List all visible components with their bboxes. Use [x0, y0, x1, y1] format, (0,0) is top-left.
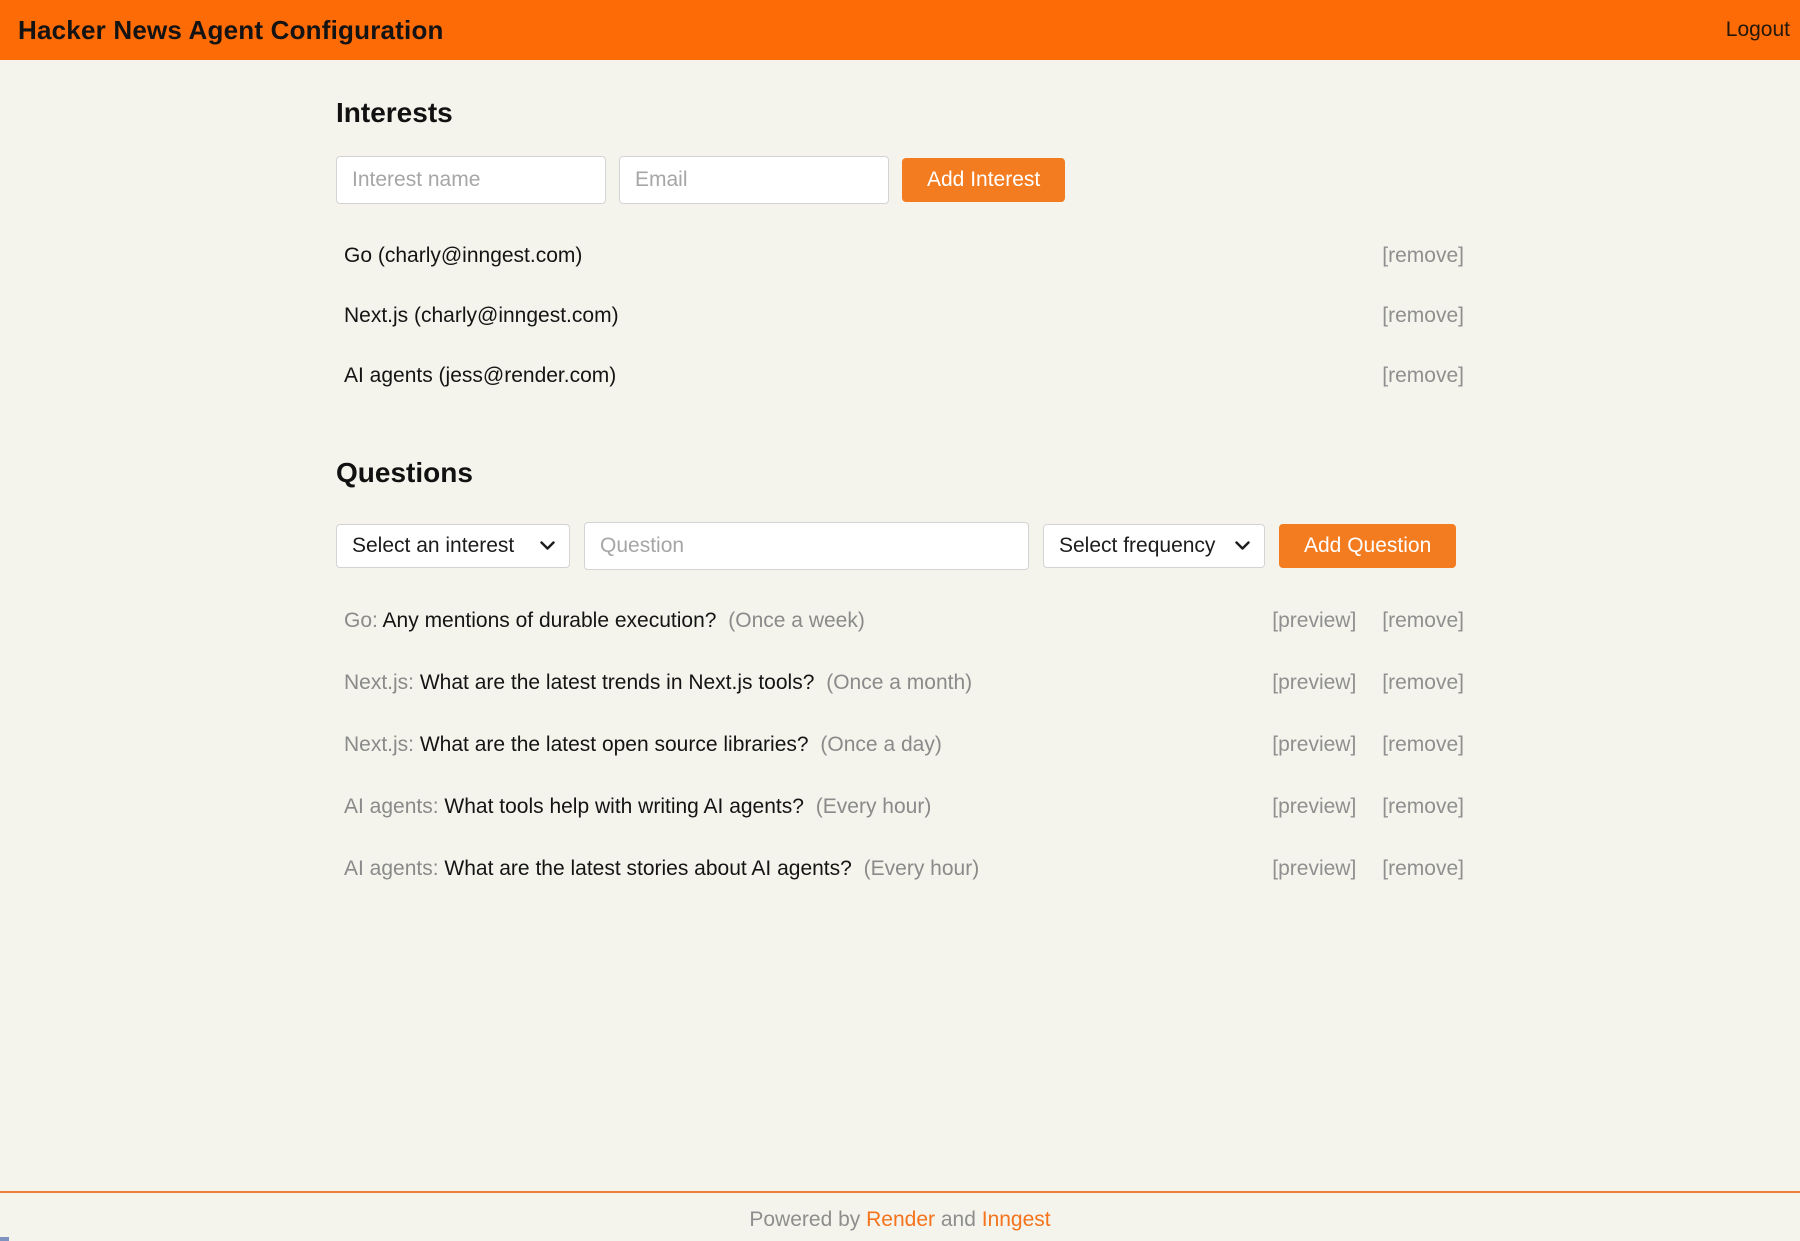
question-preview-link[interactable]: [preview] — [1272, 609, 1357, 632]
question-preview-link[interactable]: [preview] — [1272, 733, 1357, 756]
question-remove-link[interactable]: [remove] — [1382, 671, 1464, 694]
question-text: What are the latest trends in Next.js tools? — [419, 671, 815, 694]
question-text: What are the latest open source libraries? — [419, 733, 809, 756]
question-row — [336, 652, 1464, 714]
frequency-select[interactable] — [1043, 524, 1265, 568]
powered-by-text: Powered by — [749, 1208, 861, 1231]
interest-select[interactable] — [336, 524, 570, 568]
questions-heading: Questions — [336, 457, 473, 488]
interest-remove-link[interactable]: [remove] — [1382, 244, 1464, 267]
interest-row — [336, 346, 1464, 406]
question-row — [336, 590, 1464, 652]
question-list — [336, 590, 1464, 900]
add-interest-form — [336, 156, 1464, 204]
interests-section — [336, 96, 1464, 406]
add-question-form — [336, 522, 1464, 570]
interest-label: Go (charly@inngest.com) — [344, 244, 583, 267]
footer — [0, 1191, 1800, 1232]
questions-section — [336, 456, 1464, 900]
question-text: What tools help with writing AI agents? — [444, 795, 804, 818]
question-interest-label: Next.js: — [344, 733, 415, 756]
interest-row — [336, 286, 1464, 346]
interest-remove-link[interactable]: [remove] — [1382, 364, 1464, 387]
question-remove-link[interactable]: [remove] — [1382, 857, 1464, 880]
question-remove-link[interactable]: [remove] — [1382, 795, 1464, 818]
frequency-select-value: Select frequency — [1059, 534, 1216, 557]
add-question-button[interactable]: Add Question — [1279, 524, 1456, 568]
question-frequency: (Every hour) — [815, 795, 932, 818]
question-interest-label: Go: — [344, 609, 378, 632]
chevron-down-icon — [1235, 541, 1250, 551]
question-frequency: (Every hour) — [863, 857, 980, 880]
interests-heading: Interests — [336, 97, 453, 128]
question-input[interactable] — [584, 522, 1029, 570]
interest-row — [336, 226, 1464, 286]
question-frequency: (Once a day) — [820, 733, 942, 756]
interest-select-value: Select an interest — [352, 534, 515, 557]
question-preview-link[interactable]: [preview] — [1272, 857, 1357, 880]
inngest-link[interactable]: Inngest — [981, 1208, 1051, 1231]
interest-email-input[interactable] — [619, 156, 889, 204]
app-title: Hacker News Agent Configuration — [18, 14, 444, 45]
chevron-down-icon — [540, 541, 555, 551]
add-interest-button[interactable]: Add Interest — [902, 158, 1065, 202]
bottom-left-artifact — [0, 1237, 9, 1241]
question-interest-label: AI agents: — [344, 795, 439, 818]
question-text: Any mentions of durable execution? — [382, 609, 717, 632]
interest-name-input[interactable] — [336, 156, 606, 204]
question-preview-link[interactable]: [preview] — [1272, 671, 1357, 694]
question-interest-label: AI agents: — [344, 857, 439, 880]
render-link[interactable]: Render — [866, 1208, 935, 1231]
and-text: and — [940, 1208, 976, 1231]
question-frequency: (Once a week) — [728, 609, 865, 632]
interest-label: AI agents (jess@render.com) — [344, 364, 617, 387]
question-preview-link[interactable]: [preview] — [1272, 795, 1357, 818]
interest-remove-link[interactable]: [remove] — [1382, 304, 1464, 327]
question-row — [336, 776, 1464, 838]
question-interest-label: Next.js: — [344, 671, 415, 694]
main-content — [336, 60, 1464, 900]
question-row — [336, 714, 1464, 776]
app-header — [0, 0, 1800, 60]
interest-list — [336, 226, 1464, 406]
question-remove-link[interactable]: [remove] — [1382, 609, 1464, 632]
logout-link[interactable]: Logout — [1725, 18, 1790, 41]
question-frequency: (Once a month) — [826, 671, 973, 694]
question-remove-link[interactable]: [remove] — [1382, 733, 1464, 756]
question-row — [336, 838, 1464, 900]
interest-label: Next.js (charly@inngest.com) — [344, 304, 619, 327]
question-text: What are the latest stories about AI agents? — [444, 857, 852, 880]
